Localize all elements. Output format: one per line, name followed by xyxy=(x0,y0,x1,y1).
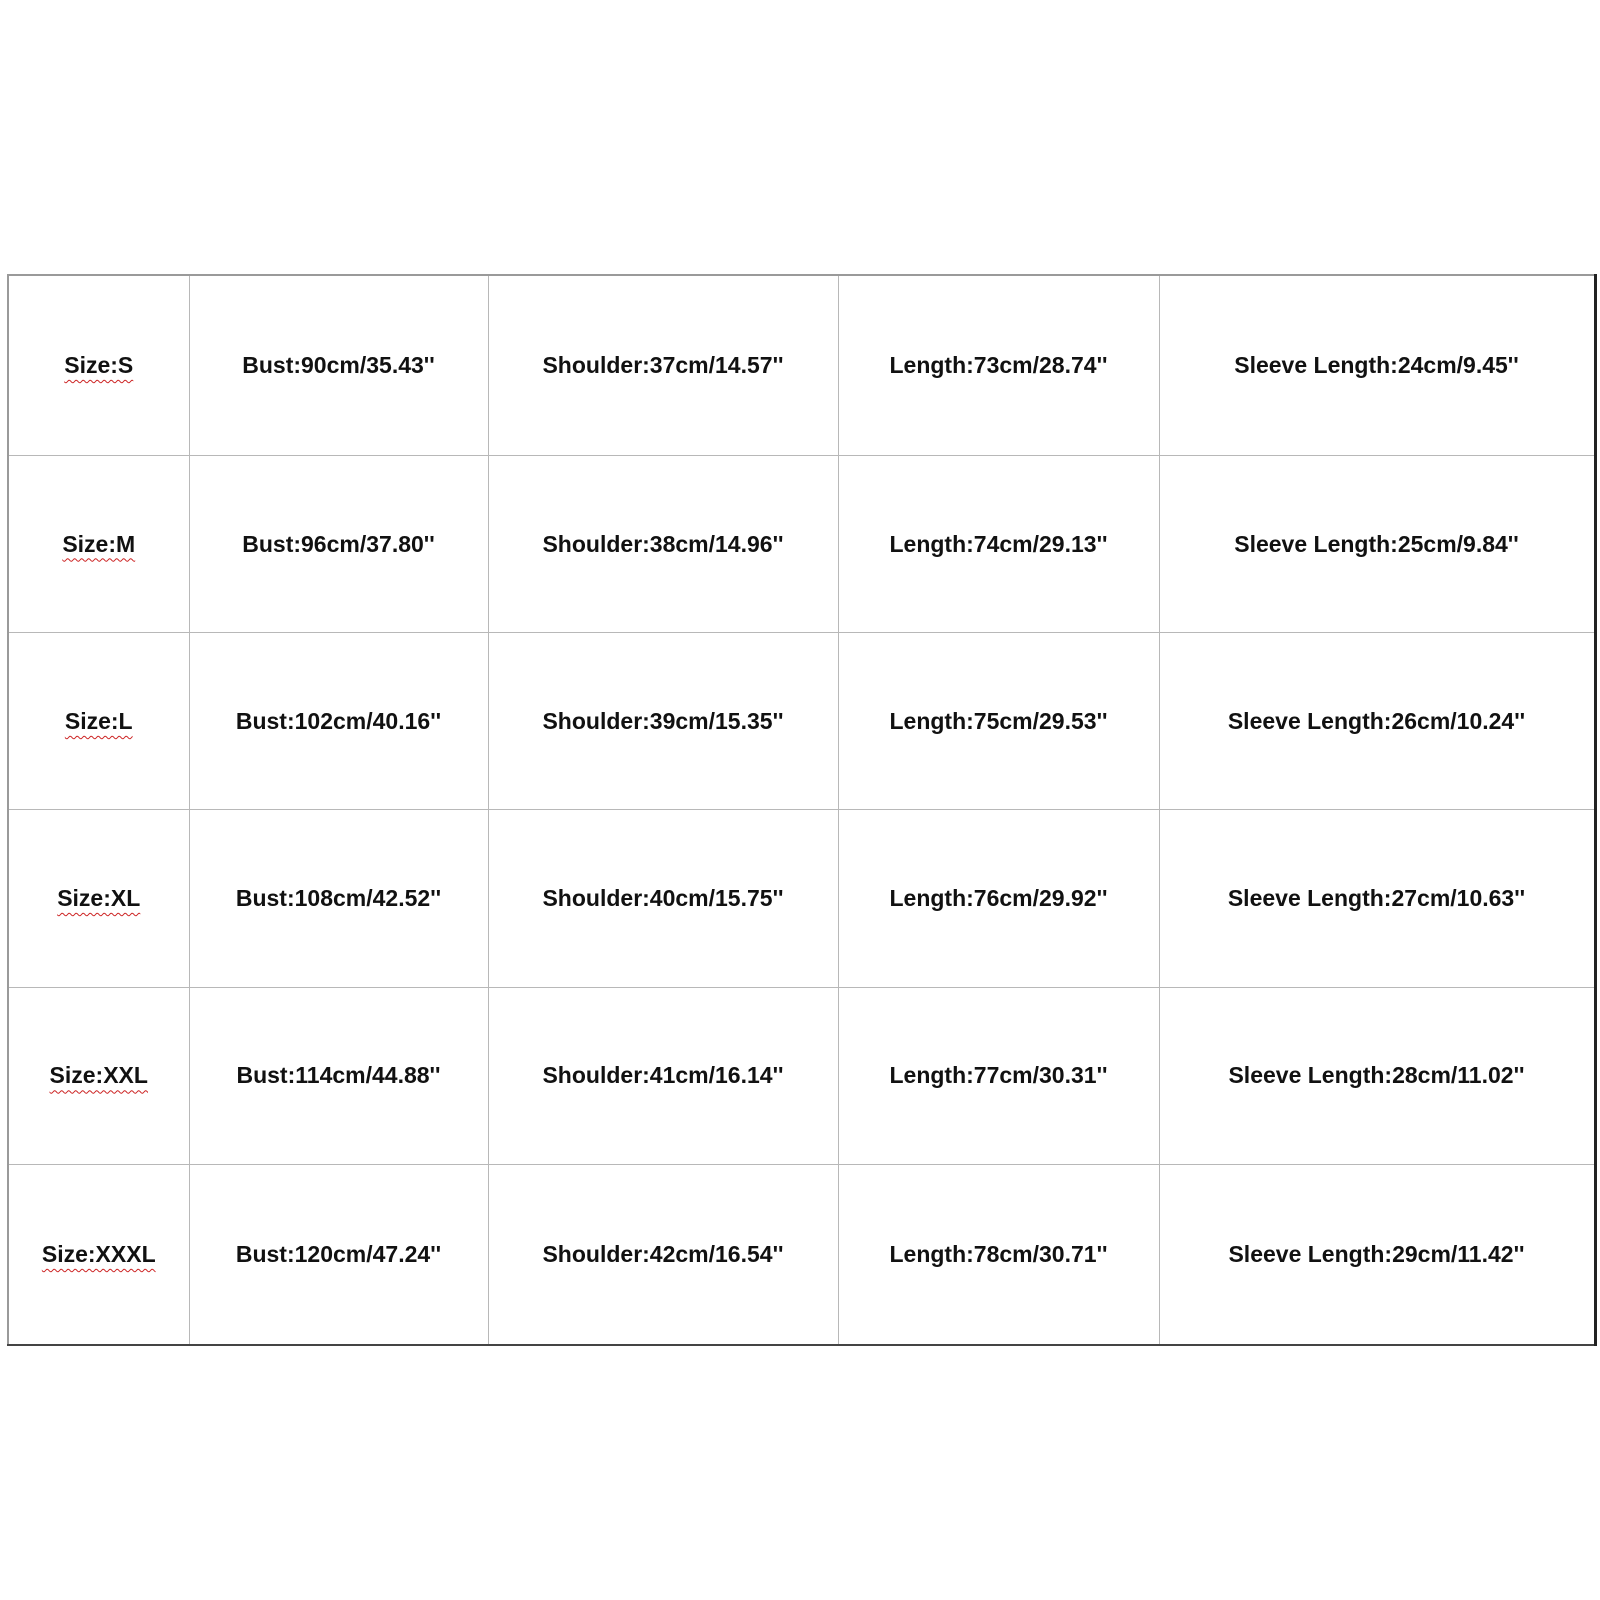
bust-cell: Bust:90cm/35.43'' xyxy=(189,275,488,455)
shoulder-cell: Shoulder:37cm/14.57'' xyxy=(488,275,838,455)
bust-cell: Bust:114cm/44.88'' xyxy=(189,987,488,1164)
table-row xyxy=(8,1165,1595,1346)
sleeve-length-cell: Sleeve Length:27cm/10.63'' xyxy=(1159,810,1595,987)
length-cell: Length:77cm/30.31'' xyxy=(838,987,1159,1164)
size-cell xyxy=(8,1165,189,1346)
sleeve-length-cell: Sleeve Length:25cm/9.84'' xyxy=(1159,455,1595,632)
length-cell: Length:76cm/29.92'' xyxy=(838,810,1159,987)
length-cell: Length:73cm/28.74'' xyxy=(838,275,1159,455)
sleeve-length-cell: Sleeve Length:29cm/11.42'' xyxy=(1159,1165,1595,1346)
length-cell: Length:75cm/29.53'' xyxy=(838,633,1159,810)
size-label: Size:XXXL xyxy=(41,1241,156,1267)
sleeve-length-cell: Sleeve Length:28cm/11.02'' xyxy=(1159,987,1595,1164)
size-label: Size:XXL xyxy=(49,1062,148,1089)
shoulder-cell: Shoulder:39cm/15.35'' xyxy=(488,633,838,810)
shoulder-cell: Shoulder:41cm/16.14'' xyxy=(488,987,838,1164)
shoulder-cell: Shoulder:38cm/14.96'' xyxy=(488,455,838,632)
size-cell xyxy=(8,810,189,987)
shoulder-cell: Shoulder:42cm/16.54'' xyxy=(488,1165,838,1346)
table-row xyxy=(8,987,1595,1164)
size-cell xyxy=(8,987,189,1164)
size-label: Size:L xyxy=(64,707,133,734)
sleeve-length-cell: Sleeve Length:26cm/10.24'' xyxy=(1159,633,1595,810)
bust-cell: Bust:108cm/42.52'' xyxy=(189,810,488,987)
bust-cell: Bust:96cm/37.80'' xyxy=(189,455,488,632)
size-label: Size:XL xyxy=(57,885,141,912)
table-row xyxy=(8,810,1595,987)
size-chart-table xyxy=(7,274,1597,1346)
size-cell xyxy=(8,455,189,632)
table-row xyxy=(8,455,1595,632)
size-label: Size:S xyxy=(64,351,134,378)
size-cell xyxy=(8,275,189,455)
sleeve-length-cell: Sleeve Length:24cm/9.45'' xyxy=(1159,275,1595,455)
size-label: Size:M xyxy=(62,530,136,557)
length-cell: Length:74cm/29.13'' xyxy=(838,455,1159,632)
size-cell xyxy=(8,633,189,810)
table-row xyxy=(8,275,1595,455)
shoulder-cell: Shoulder:40cm/15.75'' xyxy=(488,810,838,987)
bust-cell: Bust:120cm/47.24'' xyxy=(189,1165,488,1346)
bust-cell: Bust:102cm/40.16'' xyxy=(189,633,488,810)
length-cell: Length:78cm/30.71'' xyxy=(838,1165,1159,1346)
table-row xyxy=(8,633,1595,810)
